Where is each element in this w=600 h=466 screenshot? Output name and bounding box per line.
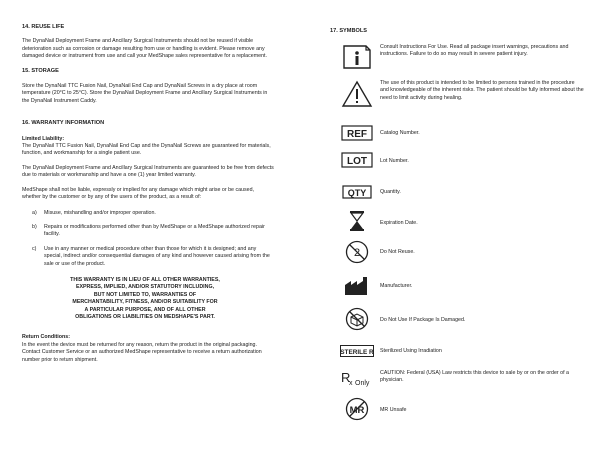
consult-instructions-icon xyxy=(340,44,374,70)
svg-text:MR: MR xyxy=(349,405,365,416)
reuse-heading: 14. REUSE LIFE xyxy=(22,24,65,30)
lot-icon xyxy=(340,152,374,168)
svg-text:LOT: LOT xyxy=(347,156,367,167)
return-text: In the event the device must be returned for any reason, return the product in the original packaging. Contact Customer Service or an authorized MedShape representative to receive a return authorization number prior to return shipment. xyxy=(22,341,262,363)
do-not-reuse-icon xyxy=(340,240,374,264)
liable-text: MedShape shall not be liable, expressly or implied for any damage which might arise or be caused, whether by the customer or by any of the users of the product, as a result of: xyxy=(22,186,255,201)
list-item: b) Repairs or modifications performed other than by MedShape or a MedShape authorized repair facility. xyxy=(32,223,265,238)
svg-text:QTY: QTY xyxy=(347,188,367,198)
warranty-disclaimer: THIS WARRANTY IS IN LIEU OF ALL OTHER WARRANTIES, EXPRESS, IMPLIED, AND/OR STATUTORY INCLUDING, BUT NOT LIMITED TO, WARRANTIES OF MERCHANTABILITY, FITNESS, AND/OR SUITABILITY FOR A PARTICULAR PURPOSE, AND OF ALL OTHER OBLIGATIONS OR LIABILITIES ON MEDSHAPE'S PART. xyxy=(70,276,220,320)
damaged-package-icon xyxy=(340,307,374,331)
limited-text: The DynaNail TTC Fusion Nail, DynaNail End Cap and the DynaNail Screws are guaranteed for materials, function, and workmanship for a single patient use. xyxy=(22,143,271,157)
svg-text:R: R xyxy=(341,370,351,385)
return-title: Return Conditions: xyxy=(22,334,70,341)
svg-text:STERILE R: STERILE R xyxy=(340,349,374,356)
mr-unsafe-icon xyxy=(340,397,374,421)
qty-icon xyxy=(340,185,374,199)
storage-text: Store the DynaNail TTC Fusion Nail, DynaNail End Cap and DynaNail Screws in a dry place at room temperature (20°C to 25°C). Store the DynaNail Deployment Frame and Ancillary Surgical Instruments in the DynaNail Instrument Caddy. xyxy=(22,83,268,104)
symbols-heading: 17. SYMBOLS xyxy=(330,28,367,34)
warning-triangle-icon xyxy=(340,80,374,108)
storage-heading: 15. STORAGE xyxy=(22,67,59,74)
manufacturer-icon xyxy=(340,276,374,296)
svg-text:x: x xyxy=(349,380,353,387)
left-column xyxy=(22,24,274,364)
list-item: a) Misuse, mishandling and/or improper operation. xyxy=(32,209,156,216)
warranty-heading: 16. WARRANTY INFORMATION xyxy=(22,120,105,127)
right-column: 17. SYMBOLS Consult Instructions For Use. Read all package insert warnings, precautions and instructions. Failure to do so may result in severe patient injury. The use of this product is intended to be limited to persons trained in the procedure and knowledgeable of the inherent risks. The patient should be fully informed about the need to limit activity during healing. REF Catalog Number. LOT Lot Number. QTY Quantity. Expiration Date. 2 Do Not Reuse. Manufacturer. Do Not Use If Package Is Damaged. STERILE R Sterilized Using Irradiation R x Only CAUTION: Federal (USA) Law restricts this device to sale by or on the order of a physician. MR MR Unsafe xyxy=(330,28,588,35)
list-item: c) Use in any manner or medical procedure other than those for which it is designed; and any special, indirect and/or consequential damages of any kind and however caused arising from the sale or use of the product. xyxy=(32,245,270,267)
hourglass-icon xyxy=(340,210,374,232)
limited-title: Limited Liability: xyxy=(22,135,65,142)
sterile-r-icon xyxy=(340,345,374,357)
damage-list xyxy=(22,210,274,268)
ref-icon xyxy=(340,125,374,141)
frame-text: The DynaNail Deployment Frame and Ancillary Surgical Instruments are guaranteed to be free from defects due to materials or workmanship and have a one (1) year limited warranty. xyxy=(22,164,274,179)
reuse-text: The DynaNail Deployment Frame and Ancillary Surgical Instruments should not be reused if visible deterioration such as corrosion or damage resulting from use or handling is evident. Please remove any damaged device or instrument from use and call your MedShape sales representative for a replacement. xyxy=(22,38,267,60)
rx-only-icon xyxy=(340,369,374,387)
svg-text:REF: REF xyxy=(347,129,367,140)
svg-text:Only: Only xyxy=(355,380,370,387)
svg-text:2: 2 xyxy=(353,247,361,259)
